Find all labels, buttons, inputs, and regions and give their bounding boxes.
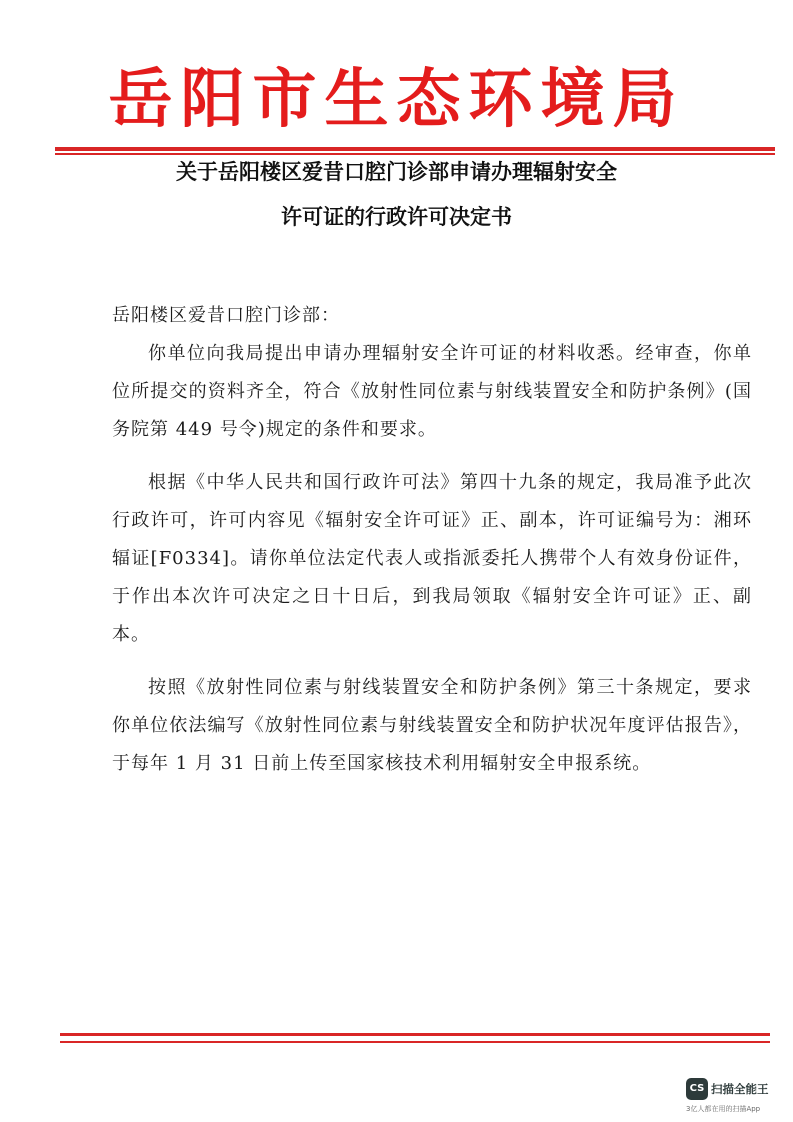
paragraph-2: 根据《中华人民共和国行政许可法》第四十九条的规定，我局准予此次行政许可，许可内容见《辐射安全许可证》正、副本，许可证编号为：湘环辐证[F0334]。请你单位法定代表人或指派委托人携带个人有效身份证件，于作出本次许可决定之日十日后，到我局领取《辐射安全许可证》正、副本。 <box>112 472 752 645</box>
letterhead-rule-thick <box>55 147 775 151</box>
footer-rule-thick <box>60 1033 770 1036</box>
paragraph-1: 你单位向我局提出申请办理辐射安全许可证的材料收悉。经审查，你单位所提交的资料齐全，符合《放射性同位素与射线装置安全和防护条例》(国务院第 449 号令)规定的条件和要求。 <box>112 343 752 440</box>
scanner-app-name: 扫描全能王 <box>711 1082 769 1096</box>
letterhead-rule-thin <box>55 153 775 155</box>
scanner-tagline: 3亿人都在用的扫描App <box>686 1105 761 1113</box>
document-title-line-1: 关于岳阳楼区爱昔口腔门诊部申请办理辐射安全 <box>176 160 617 184</box>
salutation: 岳阳楼区爱昔口腔门诊部： <box>112 305 340 326</box>
document-body <box>112 297 752 798</box>
paragraph-3: 按照《放射性同位素与射线装置安全和防护条例》第三十条规定，要求你单位依法编写《放射性同位素与射线装置安全和防护状况年度评估报告》，于每年 1 月 31 日前上传至国家核技术利用辐射安全申报系统。 <box>112 677 752 774</box>
footer-rule-thin <box>60 1041 770 1043</box>
scanner-watermark <box>686 1078 786 1118</box>
document-title-line-2: 许可证的行政许可决定书 <box>281 205 512 229</box>
camscanner-logo-icon: CS <box>686 1078 708 1100</box>
agency-letterhead: 岳阳市生态环境局 <box>108 63 685 137</box>
